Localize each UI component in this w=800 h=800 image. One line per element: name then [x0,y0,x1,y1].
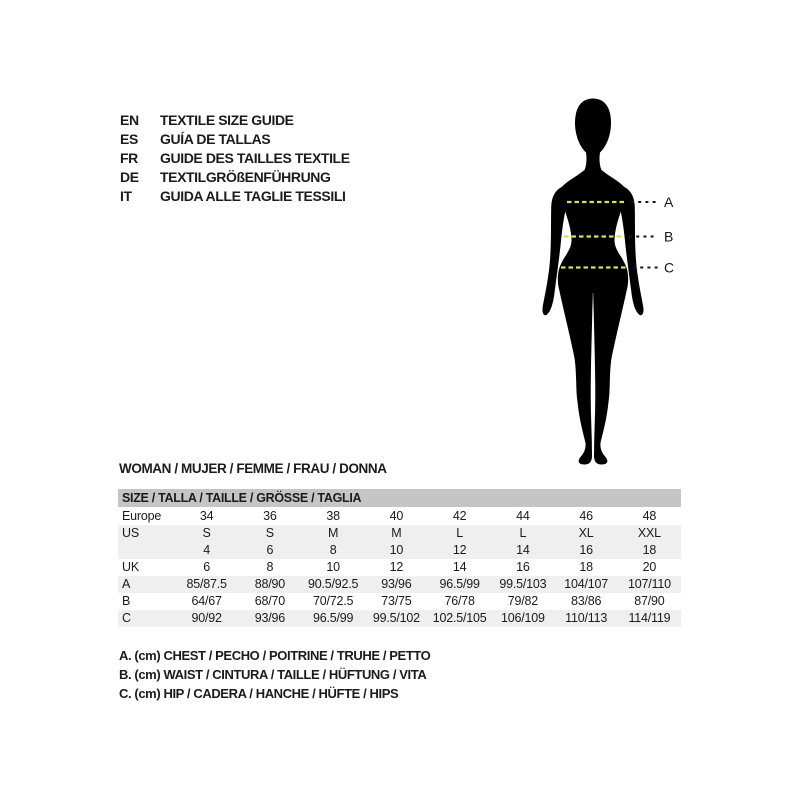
size-table-body [118,508,681,628]
size-cell: 16 [516,560,530,574]
size-cell: 34 [199,509,214,523]
size-cell: 87/90 [634,594,665,608]
size-cell: 85/87.5 [186,577,227,591]
size-cell: 102.5/105 [432,611,487,625]
size-cell: 106/109 [500,611,545,625]
size-cell: 110/113 [565,611,608,625]
size-row-label: UK [122,560,139,574]
waist-label: B [664,228,674,245]
language-title: TEXTILGRÖßENFÜHRUNG [160,169,331,185]
size-cell: M [391,526,402,540]
size-cell: L [519,526,527,540]
size-cell: 4 [203,543,210,557]
size-cell: 83/86 [570,594,602,608]
size-cell: S [202,526,211,540]
size-cell: 79/82 [507,594,539,608]
size-cell: 99.5/102 [372,611,420,625]
size-cell: 90/92 [191,611,222,625]
language-title: GUIDA ALLE TAGLIE TESSILI [160,188,346,204]
size-cell: 12 [389,560,404,574]
woman-silhouette-icon [493,95,703,475]
size-cell: 93/96 [254,611,286,625]
size-cell: L [456,526,463,540]
size-cell: 96.5/99 [312,611,354,625]
size-table [118,489,681,627]
size-cell: 40 [389,509,404,523]
size-cell: XXL [637,526,661,540]
section-title: WOMAN / MUJER / FEMME / FRAU / DONNA [119,461,387,476]
size-cell: S [265,526,274,540]
size-cell: 6 [203,560,210,574]
size-cell: 93/96 [381,577,412,591]
language-code: FR [120,150,138,166]
hip-label: C [664,259,675,276]
language-code: EN [120,112,139,128]
size-cell: 16 [579,543,593,557]
size-cell: 104/107 [564,577,609,591]
language-title: GUÍA DE TALLAS [160,131,271,147]
size-cell: 6 [266,543,274,557]
size-cell: 64/67 [191,594,222,608]
size-cell: 12 [452,543,467,557]
size-cell: XL [578,526,594,540]
language-code: ES [120,131,138,147]
legend-row: A. (cm) CHEST / PECHO / POITRINE / TRUHE / PETTO [119,648,431,663]
figure-area [493,95,703,475]
size-table-row [118,559,681,576]
size-row-label [118,542,175,559]
size-cell: 18 [642,543,657,557]
size-cell: 70/72.5 [312,594,354,608]
size-cell: 8 [266,560,274,574]
size-cell: M [328,526,339,540]
size-cell: 68/70 [254,594,286,608]
silhouette-body-right [592,99,628,465]
size-cell: 20 [642,560,657,574]
size-table-wrap [118,489,681,627]
size-cell: 96.5/99 [439,577,480,591]
size-cell: 114/119 [628,611,671,625]
chest-label: A [664,194,674,210]
language-row [120,149,350,168]
size-cell: 99.5/103 [499,577,547,591]
size-cell: 90.5/92.5 [307,577,359,591]
size-cell: 107/110 [627,577,671,591]
language-title: TEXTILE SIZE GUIDE [160,112,294,128]
size-row-label: B [122,594,131,608]
size-table-row [118,525,681,542]
language-list [120,111,350,206]
size-cell: 73/75 [381,594,412,608]
size-cell: 44 [516,509,530,523]
size-row-label: C [122,611,131,625]
silhouette-body-left [558,99,594,465]
language-code: IT [120,188,132,204]
language-code: DE [120,169,139,185]
language-row [120,168,350,187]
size-cell: 8 [329,543,337,557]
language-row [120,111,350,130]
language-row [120,130,350,149]
size-cell: 36 [263,509,277,523]
size-cell: 10 [326,560,340,574]
size-cell: 14 [516,543,530,557]
size-row-label: US [122,526,139,540]
size-cell: 42 [452,509,467,523]
measure-legend [119,646,430,703]
size-table-row [118,508,681,526]
size-table-row [118,542,681,559]
size-row-label: A [122,577,131,591]
legend-row: C. (cm) HIP / CADERA / HANCHE / HÜFTE / HIPS [119,686,399,701]
size-table-row [118,610,681,627]
size-cell: 88/90 [254,577,286,591]
size-table-header: SIZE / TALLA / TAILLE / GRÖSSE / TAGLIA [118,489,681,508]
size-cell: 14 [452,560,467,574]
language-title: GUIDE DES TAILLES TEXTILE [160,150,350,166]
size-table-row [118,593,681,610]
size-cell: 46 [579,509,593,523]
size-cell: 76/78 [444,594,475,608]
legend-row: B. (cm) WAIST / CINTURA / TAILLE / HÜFTUNG / VITA [119,667,427,682]
size-cell: 48 [642,509,657,523]
size-cell: 38 [326,509,340,523]
size-cell: 18 [579,560,593,574]
language-row [120,187,350,206]
size-table-row [118,576,681,593]
size-cell: 10 [389,543,404,557]
size-row-label: Europe [122,509,162,523]
